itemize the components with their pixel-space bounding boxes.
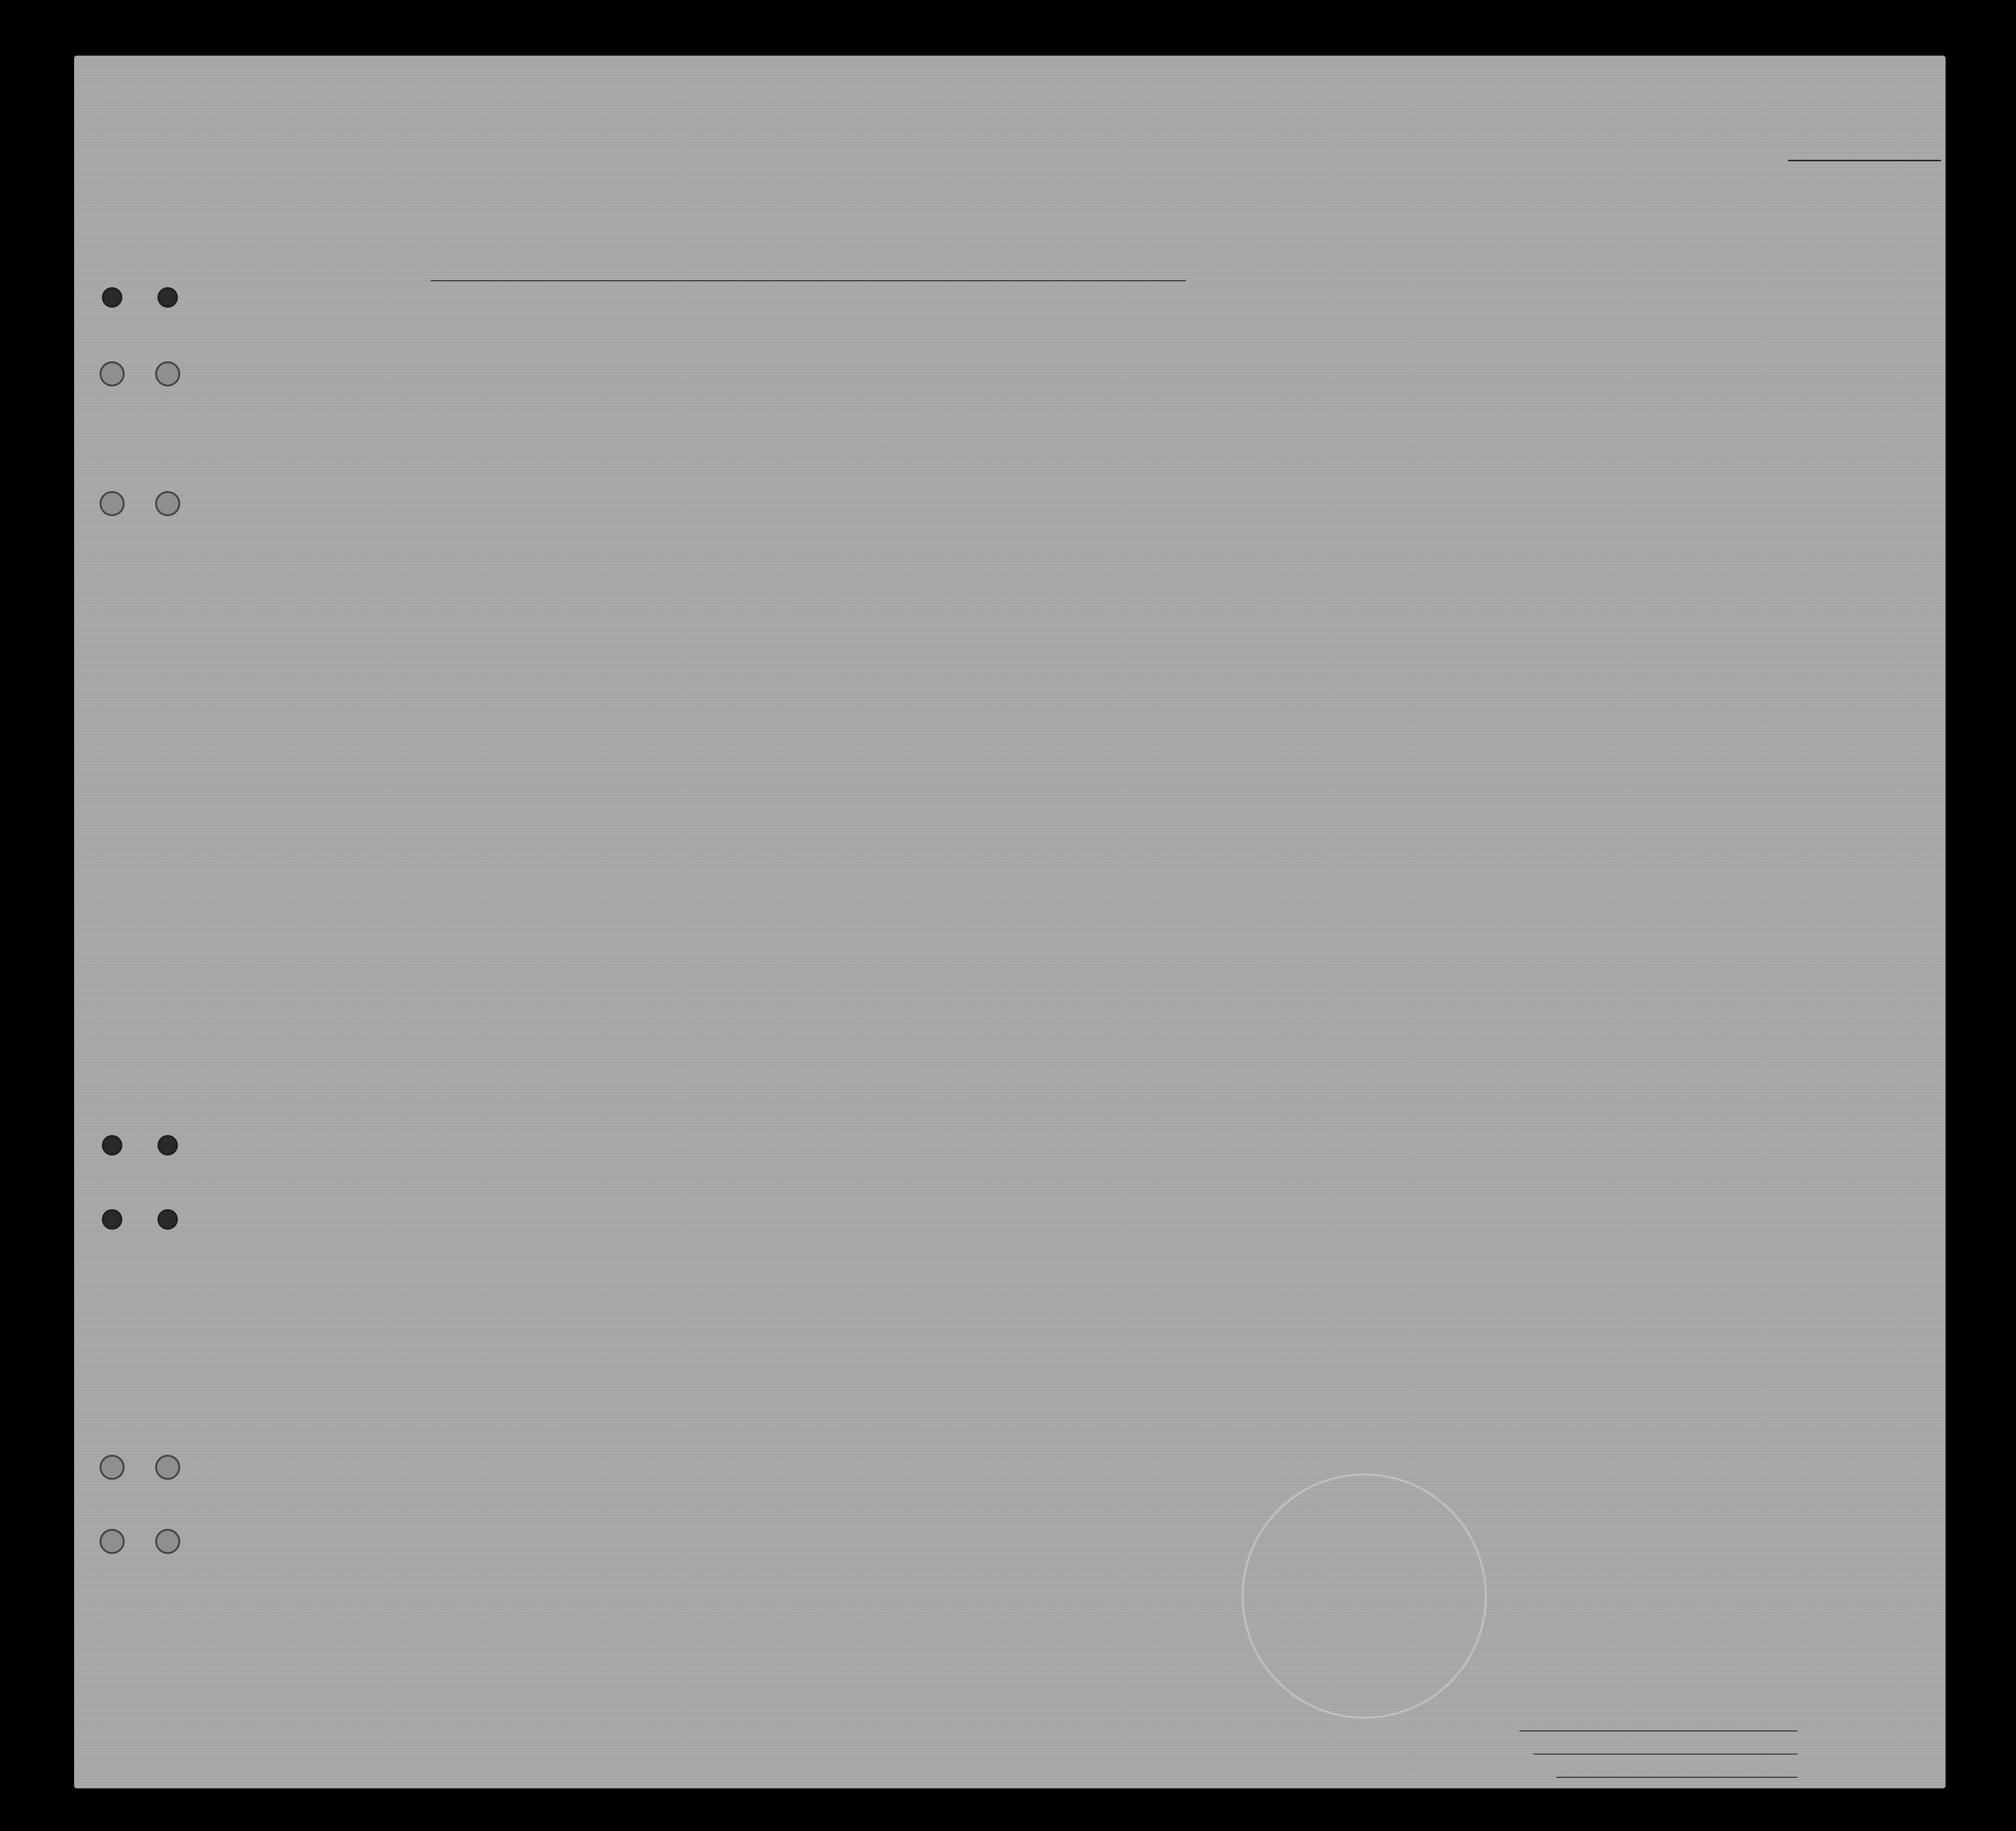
binding-ring xyxy=(155,1455,180,1480)
faint-stamp xyxy=(1241,1473,1487,1719)
punch-hole xyxy=(102,287,122,308)
col-header-ticket xyxy=(705,380,728,510)
list-underline xyxy=(1788,160,1941,161)
binding-ring xyxy=(100,361,125,386)
col-header-money xyxy=(824,380,847,514)
date-underline xyxy=(908,280,1186,281)
binding-ring xyxy=(155,1529,180,1554)
binding-ring xyxy=(100,1455,125,1480)
footer-owners-underline xyxy=(1533,1754,1797,1755)
punch-hole xyxy=(102,1209,122,1230)
punch-hole xyxy=(102,1135,122,1155)
footer-agents-underline xyxy=(1556,1777,1797,1778)
col-header-anarchist xyxy=(1394,408,1413,500)
punch-hole xyxy=(158,287,178,308)
binding-ring xyxy=(155,491,180,516)
binding-ring xyxy=(100,1529,125,1554)
footer-line-underline xyxy=(1519,1730,1797,1731)
binding-ring xyxy=(155,361,180,386)
manifest-sheet xyxy=(74,56,1946,1788)
punch-hole xyxy=(158,1135,178,1155)
binding-ring xyxy=(100,491,125,516)
col-header-polygamist xyxy=(1357,408,1376,500)
punch-hole xyxy=(158,1209,178,1230)
port-underline xyxy=(431,280,977,281)
